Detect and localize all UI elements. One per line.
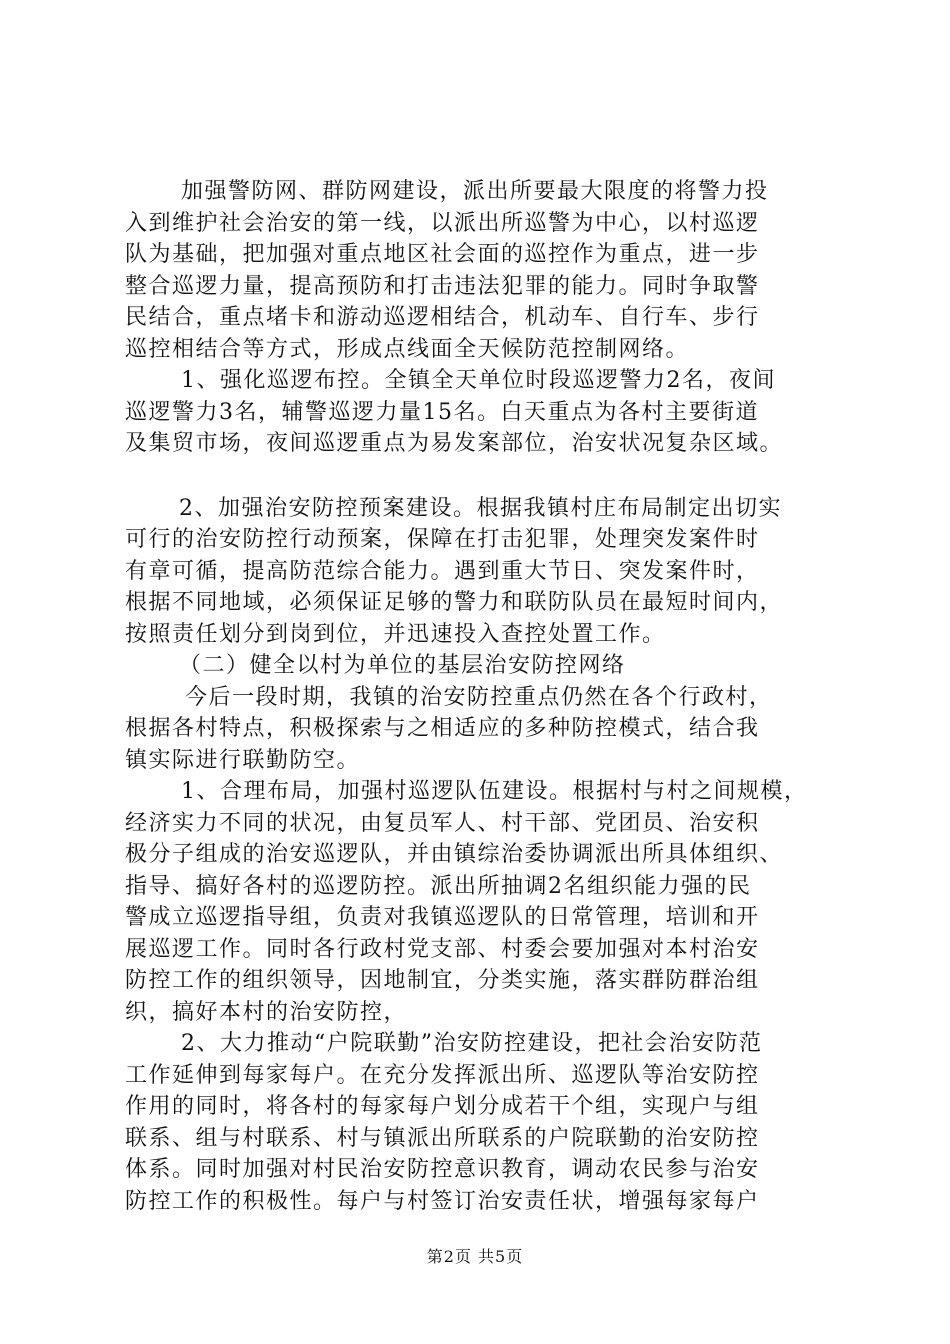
paragraph-contingency-plan bbox=[125, 493, 845, 651]
text-line: 根据各村特点，积极探索与之相适应的多种防控模式，结合我 bbox=[125, 716, 760, 741]
text-line: 1、强化巡逻布控。全镇全天单位时段巡逻警力2名，夜间 bbox=[181, 368, 776, 393]
text-line: 作用的同时，将各村的每家每户划分成若干个组，实现户与组 bbox=[125, 1094, 760, 1119]
text-line: 警成立巡逻指导组，负责对我镇巡逻队的日常管理，培训和开 bbox=[125, 905, 760, 930]
document-body bbox=[125, 176, 845, 1217]
text-line: 1、合理布局，加强村巡逻队伍建设。根据村与村之间规模， bbox=[181, 779, 808, 804]
text-line: 极分子组成的治安巡逻队，并由镇综治委协调派出所具体组织、 bbox=[125, 842, 784, 867]
text-line: 巡控相结合等方式，形成点线面全天候防范控制网络。 bbox=[125, 336, 690, 362]
text-line: 整合巡逻力量，提高预防和打击违法犯罪的能力。同时争取警 bbox=[125, 273, 760, 299]
paragraph-village-focus bbox=[125, 682, 845, 777]
text-line: 工作延伸到每家每户。在充分发挥派出所、巡逻队等治安防控 bbox=[125, 1062, 760, 1088]
text-line: 按照责任划分到岗到位，并迅速投入查控处置工作。 bbox=[125, 621, 666, 647]
text-line: 今后一段时期，我镇的治安防控重点仍然在各个行政村， bbox=[185, 684, 773, 710]
text-line: 有章可循，提高防范综合能力。遇到重大节日、突发案件时， bbox=[125, 558, 760, 584]
text-line: 2、加强治安防控预案建设。根据我镇村庄布局制定出切实 bbox=[179, 495, 782, 521]
section-heading-text: （二）健全以村为单位的基层治安防控网络 bbox=[179, 653, 626, 678]
section-heading bbox=[125, 650, 845, 682]
paragraph-spacer bbox=[125, 460, 845, 493]
text-line: 镇实际进行联勤防空。 bbox=[125, 747, 361, 773]
text-line: 及集贸市场，夜间巡逻重点为易发案部位，治安状况复杂区域。 bbox=[125, 431, 784, 456]
text-line: 队为基础，把加强对重点地区社会面的巡控作为重点，进一步 bbox=[125, 242, 760, 267]
page-number: 第2页 共5页 bbox=[426, 1247, 524, 1266]
paragraph-household-linkage bbox=[125, 1028, 845, 1217]
text-line: 2、大力推动“户院联勤”治安防控建设，把社会治安防范 bbox=[181, 1031, 763, 1056]
text-line: 防控工作的组织领导，因地制宜，分类实施，落实群防群治组 bbox=[125, 968, 760, 993]
text-line: 指导、搞好各村的巡逻防控。派出所抽调2名组织能力强的民 bbox=[125, 873, 752, 899]
paragraph-patrol-network bbox=[125, 176, 845, 365]
text-line: 防控工作的积极性。每户与村签订治安责任状，增强每家每户 bbox=[125, 1188, 760, 1214]
text-line: 入到维护社会治安的第一线，以派出所巡警为中心，以村巡逻 bbox=[125, 210, 760, 236]
text-line: 根据不同地域，必须保证足够的警力和联防队员在最短时间内， bbox=[125, 590, 784, 615]
paragraph-patrol-deployment bbox=[125, 365, 845, 460]
text-line: 展巡逻工作。同时各行政村党支部、村委会要加强对本村治安 bbox=[125, 936, 760, 962]
text-line: 民结合，重点堵卡和游动巡逻相结合，机动车、自行车、步行 bbox=[125, 305, 760, 330]
text-line: 可行的治安防控行动预案，保障在打击犯罪，处理突发案件时 bbox=[125, 527, 760, 552]
paragraph-village-patrol-team bbox=[125, 776, 845, 1028]
text-line: 体系。同时加强对村民治安防控意识教育，调动农民参与治安 bbox=[125, 1157, 760, 1182]
text-line: 联系、组与村联系、村与镇派出所联系的户院联勤的治安防控 bbox=[125, 1125, 760, 1151]
text-line: 经济实力不同的状况，由复员军人、村干部、党团员、治安积 bbox=[125, 810, 760, 836]
text-line: 巡逻警力3名，辅警巡逻力量15名。白天重点为各村主要街道 bbox=[125, 399, 759, 425]
text-line: 加强警防网、群防网建设，派出所要最大限度的将警力投 bbox=[181, 179, 769, 204]
text-line: 织，搞好本村的治安防控， bbox=[125, 999, 408, 1025]
